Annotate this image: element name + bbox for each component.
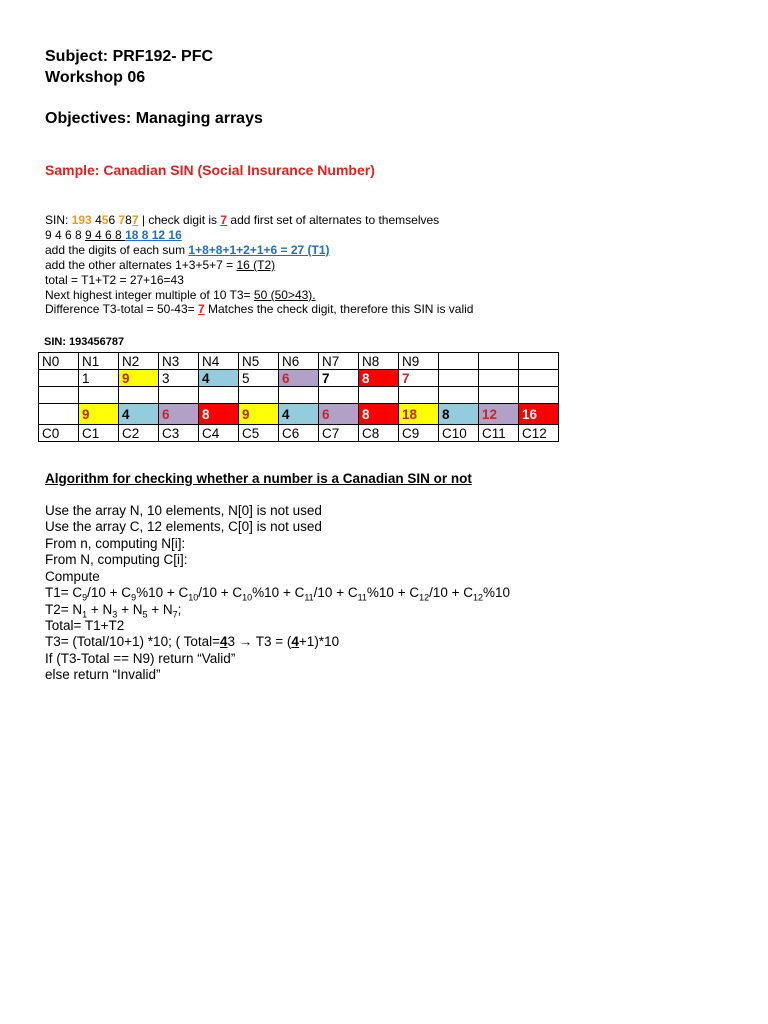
explanation-line-3: add the digits of each sum 1+8+8+1+2+1+6 = 27 (T1) xyxy=(45,243,330,257)
table-cell xyxy=(39,387,79,404)
table-cell: C3 xyxy=(159,425,199,442)
table-cell: C11 xyxy=(479,425,519,442)
table-cell: C2 xyxy=(119,425,159,442)
table-cell: 8 xyxy=(359,404,399,425)
table-cell: 9 xyxy=(239,404,279,425)
explanation-line-6: Next highest integer multiple of 10 T3= 50 (50>43). xyxy=(45,288,316,302)
sample-title: Sample: Canadian SIN (Social Insurance Number) xyxy=(45,162,375,178)
array-table xyxy=(38,352,559,442)
table-cell: 9 xyxy=(79,404,119,425)
table-cell: 4 xyxy=(119,404,159,425)
algorithm-line: Total= T1+T2 xyxy=(45,618,125,633)
workshop-heading: Workshop 06 xyxy=(45,69,146,86)
table-cell xyxy=(519,387,559,404)
n-header-row xyxy=(39,353,559,370)
table-cell xyxy=(479,353,519,370)
table-cell: N7 xyxy=(319,353,359,370)
table-cell: C6 xyxy=(279,425,319,442)
explanation-line-7: Difference T3-total = 50-43= 7 Matches the check digit, therefore this SIN is valid xyxy=(45,302,474,316)
explanation-line-5: total = T1+T2 = 27+16=43 xyxy=(45,273,184,287)
table-cell xyxy=(439,387,479,404)
table-cell xyxy=(439,370,479,387)
algorithm-line: From N, computing C[i]: xyxy=(45,552,188,567)
table-cell: C0 xyxy=(39,425,79,442)
table-cell xyxy=(439,353,479,370)
table-cell: 9 xyxy=(119,370,159,387)
table-cell: N2 xyxy=(119,353,159,370)
c-values-row xyxy=(39,404,559,425)
table-cell: C12 xyxy=(519,425,559,442)
table-cell: 6 xyxy=(319,404,359,425)
algorithm-line: From n, computing N[i]: xyxy=(45,536,186,551)
explanation-line-2: 9 4 6 8 9 4 6 8 18 8 12 16 xyxy=(45,228,182,242)
t2-formula: $T2= N_1 + N_3 + N_5 + N_7$; xyxy=(45,602,182,620)
table-cell: N9 xyxy=(399,353,439,370)
table-cell: 1 xyxy=(79,370,119,387)
table-cell: 18 xyxy=(399,404,439,425)
table-cell: N4 xyxy=(199,353,239,370)
table-cell xyxy=(119,387,159,404)
table-cell: 8 xyxy=(439,404,479,425)
n-values-row xyxy=(39,370,559,387)
table-cell: 5 xyxy=(239,370,279,387)
algorithm-line: If (T3-Total == N9) return “Valid” xyxy=(45,651,236,666)
table-cell xyxy=(479,370,519,387)
check-digit: 7 xyxy=(220,213,228,227)
objectives-heading: Objectives: Managing arrays xyxy=(45,110,263,127)
table-cell: 8 xyxy=(199,404,239,425)
table-cell: N0 xyxy=(39,353,79,370)
table-cell xyxy=(359,387,399,404)
table-cell xyxy=(239,387,279,404)
table-cell: C7 xyxy=(319,425,359,442)
table-cell: 16 xyxy=(519,404,559,425)
algorithm-line: Use the array C, 12 elements, C[0] is not used xyxy=(45,519,322,534)
algorithm-line: Use the array N, 10 elements, N[0] is not used xyxy=(45,503,322,518)
table-cell: 7 xyxy=(399,370,439,387)
table-cell xyxy=(39,370,79,387)
subject-heading: Subject: PRF192- PFC xyxy=(45,48,214,65)
table-cell: N3 xyxy=(159,353,199,370)
algorithm-line: Compute xyxy=(45,569,100,584)
table-cell: 4 xyxy=(199,370,239,387)
table-cell: 6 xyxy=(279,370,319,387)
table-cell: C8 xyxy=(359,425,399,442)
table-cell xyxy=(479,387,519,404)
table-cell: 6 xyxy=(159,404,199,425)
table-cell: C10 xyxy=(439,425,479,442)
explanation-line-1: SIN: 193 456 787 | check digit is 7 add first set of alternates to themselves xyxy=(45,213,440,227)
table-cell: 4 xyxy=(279,404,319,425)
sin-label: SIN: 193456787 xyxy=(44,336,125,348)
table-cell: N6 xyxy=(279,353,319,370)
table-cell: C1 xyxy=(79,425,119,442)
table-cell xyxy=(39,404,79,425)
table-cell: C4 xyxy=(199,425,239,442)
table-cell: N5 xyxy=(239,353,279,370)
table-cell xyxy=(79,387,119,404)
table-cell xyxy=(279,387,319,404)
table-cell: 3 xyxy=(159,370,199,387)
t1-formula: $T1= C_9/10 + C_9\%10 + C_{10}/10 + C_{10}\%10 + C_{11}/10 + C_{11}\%10 + C_{12}/10 + C_{12}\%10$ xyxy=(45,585,511,603)
table-cell: 7 xyxy=(319,370,359,387)
algorithm-line: else return “Invalid” xyxy=(45,667,161,682)
table-cell xyxy=(519,370,559,387)
table-cell: N8 xyxy=(359,353,399,370)
table-cell: 12 xyxy=(479,404,519,425)
table-cell: C5 xyxy=(239,425,279,442)
table-cell: N1 xyxy=(79,353,119,370)
table-cell xyxy=(519,353,559,370)
table-cell xyxy=(199,387,239,404)
table-cell xyxy=(319,387,359,404)
c-header-row xyxy=(39,425,559,442)
table-cell: 8 xyxy=(359,370,399,387)
table-cell xyxy=(399,387,439,404)
algorithm-title: Algorithm for checking whether a number is a Canadian SIN or not xyxy=(45,471,472,486)
table-cell xyxy=(159,387,199,404)
explanation-line-4: add the other alternates 1+3+5+7 = 16 (T2) xyxy=(45,258,276,272)
t3-formula: T3= (Total/10+1) *10; ( Total=43 → T3 = (4+1)*10 xyxy=(45,634,340,649)
empty-row xyxy=(39,387,559,404)
table-cell: C9 xyxy=(399,425,439,442)
